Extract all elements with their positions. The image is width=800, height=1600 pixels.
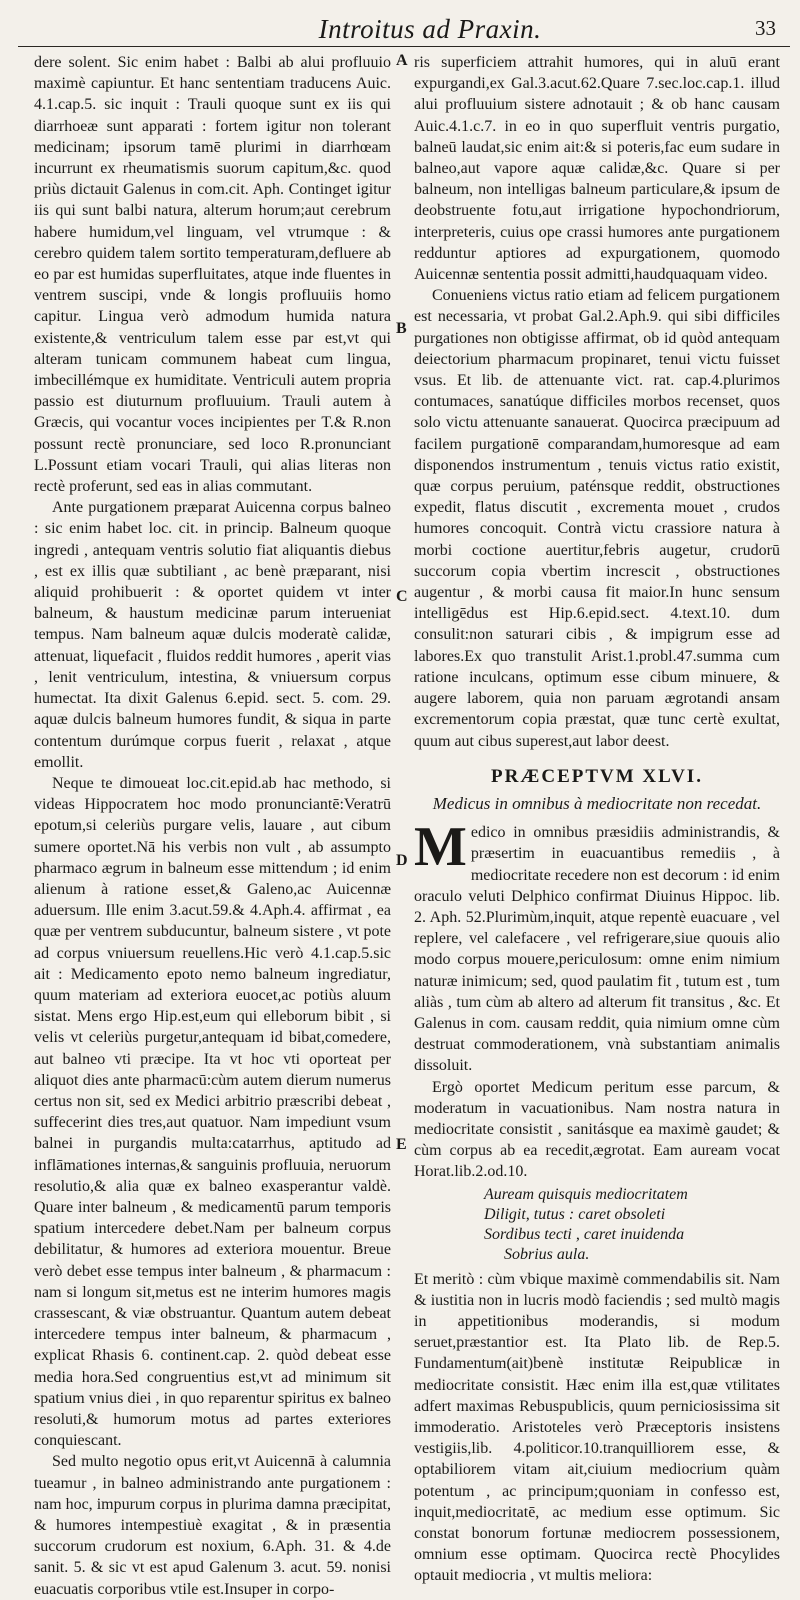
margin-marker-d: D bbox=[396, 852, 408, 869]
running-title: Introitus ad Praxin. bbox=[318, 14, 542, 44]
section-heading: PRÆCEPTVM XLVI. bbox=[491, 765, 703, 787]
verse-line: Sordibus tecti , caret inuidenda bbox=[484, 1225, 685, 1243]
page-number: 33 bbox=[755, 16, 776, 40]
verse-line: Diligit, tutus : caret obsoleti bbox=[484, 1205, 666, 1223]
paragraph: Ergò oportet Medicum peritum esse parcum, & moderatum in vacuationibus. Nam nostra natura in mediocritate consistit , sanitásque ea maximè gaudet; & cùm corpus ab ea recedit,ægrotat. Eam auream vocat Horat.lib.2.od.10. bbox=[414, 1078, 780, 1181]
verse-line: Auream quisquis mediocritatem bbox=[484, 1185, 688, 1203]
header-rule bbox=[18, 46, 790, 47]
margin-marker-c: C bbox=[396, 588, 408, 605]
paragraph: Sed multo negotio opus erit,vt Auicennā à calumnia tueamur , in balneo administrando ante purgationem : nam hoc, impurum corpus in plurima damna præcipitat, & humores intempestiuè exagitat , & in præsentia succorum crudorum est noxium, 6.Aph. 31. & 4.de sanit. 5. & sic vt est apud Galenum 3. acut. 59. nonisi euacuatis corporibus vtile est.Insuper in corpo- bbox=[34, 1453, 391, 1598]
margin-marker-e: E bbox=[396, 1136, 407, 1153]
paragraph: Et meritò : cùm vbique maximè commendabilis sit. Nam & iustitia non in lucris modò faciendis ; sed multò magis in appetitionibus moderandis, si modum seruet,præstantior est. Ita Plato lib. de Rep.5. Fundamentum(ait)benè institutæ Reipublicæ in mediocritate consistit. Hæc enim illa est,quæ vtilitates adfert maximas Rebuspublicis, quum perniciosissima sit immoderatio. Aristoteles verò Præceptoris insistens vestigiis,lib. 4.politicor.10.tranquilliorem esse, & optabiliorem vitam ait,ciuium mediocrium quàm potentum , ac principum;quoniam in confesso est, inquit,mediocritatē, ac medium esse optimum. Sic constat bonorum fortunæ mediocrem possessionem, omnium esse optimam. Quocirca rectè Phocylides optauit mediocria , vt multis meliora: bbox=[414, 1270, 780, 1585]
left-column bbox=[34, 52, 391, 1600]
paragraph: Conueniens victus ratio etiam ad felicem purgationem est necessaria, vt probat Gal.2.Aph.9. qui sibi difficiles purgationes non obtigisse affirmat, ob id quòd antequam deiectorium pharmacum propinaret, tenui victu fuisset vsus. Et lib. de attenuante vict. rat. cap.4.plurimos contumaces, sanatúque difficiles morbos recenset, quos solo victu attenuante sanauerat. Quocirca præcipuum ad facilem purgationē comparandam,humoresque ad eam disponendos instrumentum , tenuis victus ratio existit, quæ corpus peruium, paténsque reddit, obstructiones expedit, flatus discutit , excrementa mouet , crudos humores concoquit. Contrà victu crassiore natura à morbi coctione auertitur,febris augetur, crudorū succorum copia vbertim increscit , obstructiones augentur , & morbi causa fit maior.In hunc sensum intelligēdus est Hip.6.epid.sect. 4.text.10. dum consulit:non saturari cibis , & impigrum esse ad labores.Ex quo transtulit Arist.1.probl.47.summa cum ratione inculcans, optimum esse cibum minuere, & augere laborem, quia non paruam ægrotandi ansam excrementorum copia præstat, quæ tunc certè exultat, quum aut cibus superest,aut labor deest. bbox=[414, 287, 780, 750]
paragraph-with-dropcap bbox=[414, 816, 780, 1076]
paragraph: Ante purgationem præparat Auicenna corpus balneo : sic enim habet loc. cit. in princip. Balneum quoque ingredi , antequam ventris solutio fiat aliquantis diebus , est ex illis quæ subtiliant , ac benè præparant, nisi aliquid prohibuerit : & oportet quidem vt inter balneum, & haustum medicinæ parum interueniat tempus. Nam balneum aquæ dulcis moderatè calidæ, attenuat, liquefacit , fluidos reddit humores , aperit vias , lenit ventriculum, intestina, & vniuersum corpus humectat. Ita dixit Galenus 6.epid. sect. 5. com. 29. aquæ dulcis balneum humores fundit, & siqua in parte contentum durúmque corpus fuerit , relaxat , atque emollit. bbox=[34, 499, 391, 771]
verse-line: Sobrius aula. bbox=[504, 1245, 590, 1263]
paragraph: dere solent. Sic enim habet : Balbi ab alui profluuio maximè capiuntur. Et hanc sententiam traducens Auic. 4.1.cap.5. sic inquit : Trauli quoque sunt ex iis qui diarrhoeæ sunt apparati : fortem igitur non tolerant medicinam; ipsorum tamē plurimi in diarrhœam incurrunt ex rheumatismis suorum capitum,&c. quod priùs dictauit Galenus in com.cit. Aph. Continget igitur iis qui sunt balbi natura, alterum horum;aut cerebrum habere humidum,vel linguam, vel vtrumque : & cerebro quidem talem sortito temperaturam,defluere ab eo par est humidas superfluitates, atque inde fluentes in ventrem suscipi, vnde & longis profluuiis homo capitur. Lingua verò admodum humida natura existente,& ventriculum talem esse par est,vt qui alteram tunicam communem habeat cum lingua, imbecillémque ex humiditate. Ventriculi autem propria passio est diuturnum profluuium. Trauli autem à Græcis, qui vocantur voces incipientes per T.& R.non possunt rectè pronunciare, sed loco R.pronunciant L.Possunt etiam vocari Trauli, qui alias literas non rectè proferunt, sed eas in alias commutant. bbox=[34, 54, 391, 496]
paragraph: Neque te dimoueat loc.cit.epid.ab hac methodo, si videas Hippocratem hoc modo pronunciantē:Veratrū epotum,si celeriùs purgare velis, lauare , aut cibum sumere oportet.Nā his verbis non vult , ab assumpto pharmaco ægrum in balneum esse mittendum ; id enim alienum à ratione esset,& Galeno,ac Auicennæ aduersum. Ille enim 3.acut.59.& 4.Aph.4. affirmat , ea quæ per ventrem subducuntur, balneum sistere , vt pote ad corpus vniuersum reuellens.Hic verò 4.1.cap.5.sic ait : Medicamento epoto nemo balneum ingrediatur, quum materiam ad exteriora euocet,ac potiùs aluum sistat. Mens ergo Hip.est,eum qui elleborum bibit , si velis vt celeriùs purgetur,antequam id bibat,comedere, aut balneo vti præcipe. Ita vt hoc vti oporteat per aliquot dies ante pharmacū:cùm autem dierum numerus certus non sit, sed ex Medici arbitrio præscribi debeat , suffecerint dies tres,aut quatuor. Nam impediunt vsum balnei in purgandis multa:catarrhus, aptitudo ad inflāmationes internas,& sanguinis profluuia, neruorum resolutio,& alia quæ ex balneo exasperantur valdè. Quare inter balneum , & medicamentū parum temporis spatium intercedere debet.Nam per balneum corpus debilitatur, & humores ad exteriora mouentur. Breue verò debet esse tempus inter balneum , & pharmacum : nam si longum sit,metus est ne interim humores magis crassescant, & viæ obstruantur. Quantum autem debeat intercedere tempus inter balneum, & pharmacum , explicat Rhasis 6. continent.cap. 2. quòd debeat esse media hora.Sed congruentius est,vt ad minimum sit spatium vnius diei , in quo reparentur spiritus ex balneo resoluti,& humorum motus ad partes exteriores conquiescant. bbox=[34, 774, 391, 1450]
section-subheading: Medicus in omnibus à mediocritate non recedat. bbox=[432, 793, 762, 813]
paragraph: ris superficiem attrahit humores, qui in aluū erant expurgandi,ex Gal.3.acut.62.Quare 7.sec.loc.cap.1. illud alui profluuium sistere adnotauit ; & ob hanc causam Auic.4.1.c.7. in eo in quo superfluit ventris purgatio, balneū laudat,sic enim ait:& si poteris,fac eum sudare in balneo,aut vapore aquæ calidæ,&c. Quare si per balneum, non intelligas balneum particulare,& ipsum de deobstruente fotu,aut irrigatione hypochondriorum, interpreteris, cuius ope crassi humores ante purgationem redduntur aptiores ad expurgationem, quomodo Auicennæ sententia possit admitti,haudquaquam video. bbox=[414, 54, 780, 284]
right-column bbox=[414, 52, 780, 1587]
margin-marker-a: A bbox=[396, 52, 408, 69]
drop-cap: M bbox=[414, 816, 467, 879]
page-header bbox=[0, 0, 800, 52]
verse-quote bbox=[484, 1185, 780, 1265]
margin-marker-b: B bbox=[396, 320, 407, 337]
paragraph-text: edico in omnibus præsidiis administrandis, & præsertim in euacuantibus remediis , à mediocritate recedere non est decorum : id enim oraculo veluti Delphico confirmat Diuinus Hippoc. lib. 2. Aph. 52.Plurimùm,inquit, atque repentè euacuare , vel replere, vel calefacere , vel refrigerare,siue quouis alio modo corpus mouere,periculosum: omne enim nimium naturæ inimicum; sed, quod paulatim fit , tutum est , tum aliàs , tum cùm ab altero ad alterum fit transitus , &c. Et Galenus in com. causam reddit, quia nimium omne cùm destruat commoderationem, vnà substantiam animalis dissoluit. bbox=[414, 824, 780, 1075]
